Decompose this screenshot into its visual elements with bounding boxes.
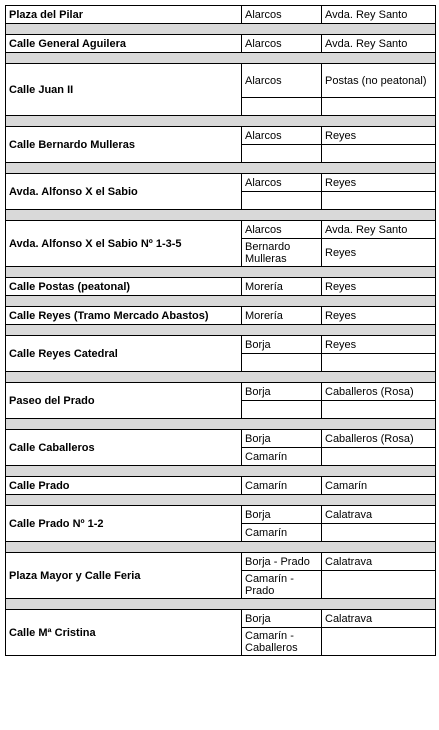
from-street: Borja - Prado [242, 553, 322, 571]
street-name: Avda. Alfonso X el Sabio Nº 1-3-5 [6, 221, 242, 267]
street-row [6, 610, 436, 628]
to-street: Caballeros (Rosa) [322, 430, 436, 448]
separator-row [6, 542, 436, 553]
separator-cell [6, 210, 436, 221]
street-row [6, 127, 436, 145]
street-row [6, 430, 436, 448]
to-street: Reyes [322, 239, 436, 267]
to-street [322, 401, 436, 419]
separator-row [6, 325, 436, 336]
street-row [6, 174, 436, 192]
to-street: Avda. Rey Santo [322, 35, 436, 53]
to-street: Postas (no peatonal) [322, 64, 436, 98]
separator-row [6, 599, 436, 610]
street-name: Plaza Mayor y Calle Feria [6, 553, 242, 599]
separator-cell [6, 296, 436, 307]
separator-cell [6, 24, 436, 35]
to-street: Reyes [322, 307, 436, 325]
street-row [6, 307, 436, 325]
to-street: Calatrava [322, 610, 436, 628]
from-street: Morería [242, 278, 322, 296]
street-name: Calle Reyes (Tramo Mercado Abastos) [6, 307, 242, 325]
separator-cell [6, 267, 436, 278]
separator-row [6, 372, 436, 383]
to-street: Reyes [322, 174, 436, 192]
separator-cell [6, 325, 436, 336]
street-row [6, 278, 436, 296]
street-name: Calle Bernardo Mulleras [6, 127, 242, 163]
from-street [242, 145, 322, 163]
separator-cell [6, 542, 436, 553]
from-street [242, 401, 322, 419]
to-street: Reyes [322, 336, 436, 354]
separator-row [6, 210, 436, 221]
from-street: Borja [242, 610, 322, 628]
to-street [322, 524, 436, 542]
to-street: Caballeros (Rosa) [322, 383, 436, 401]
separator-cell [6, 163, 436, 174]
to-street: Calatrava [322, 506, 436, 524]
to-street: Camarín [322, 477, 436, 495]
from-street: Alarcos [242, 221, 322, 239]
to-street [322, 571, 436, 599]
separator-row [6, 495, 436, 506]
street-name: Calle Prado Nº 1-2 [6, 506, 242, 542]
streets-table [5, 5, 436, 656]
separator-cell [6, 495, 436, 506]
to-street [322, 192, 436, 210]
from-street: Camarín - Caballeros [242, 628, 322, 656]
from-street: Alarcos [242, 127, 322, 145]
from-street: Alarcos [242, 35, 322, 53]
from-street: Camarín [242, 477, 322, 495]
separator-row [6, 53, 436, 64]
street-row [6, 6, 436, 24]
from-street: Alarcos [242, 64, 322, 98]
separator-cell [6, 116, 436, 127]
street-name: Avda. Alfonso X el Sabio [6, 174, 242, 210]
from-street: Borja [242, 506, 322, 524]
separator-cell [6, 53, 436, 64]
separator-row [6, 24, 436, 35]
to-street [322, 98, 436, 116]
to-street: Reyes [322, 278, 436, 296]
separator-row [6, 296, 436, 307]
separator-cell [6, 419, 436, 430]
separator-cell [6, 372, 436, 383]
from-street: Camarín - Prado [242, 571, 322, 599]
street-name: Paseo del Prado [6, 383, 242, 419]
separator-row [6, 116, 436, 127]
from-street: Alarcos [242, 6, 322, 24]
from-street: Morería [242, 307, 322, 325]
to-street [322, 145, 436, 163]
street-name: Calle General Aguilera [6, 35, 242, 53]
street-row [6, 221, 436, 239]
street-name: Calle Juan II [6, 64, 242, 116]
separator-row [6, 163, 436, 174]
from-street: Borja [242, 336, 322, 354]
street-name: Calle Mª Cristina [6, 610, 242, 656]
separator-row [6, 267, 436, 278]
from-street: Camarín [242, 524, 322, 542]
to-street [322, 628, 436, 656]
to-street: Avda. Rey Santo [322, 6, 436, 24]
from-street [242, 354, 322, 372]
from-street: Bernardo Mulleras [242, 239, 322, 267]
to-street [322, 448, 436, 466]
from-street: Camarín [242, 448, 322, 466]
to-street: Reyes [322, 127, 436, 145]
from-street [242, 98, 322, 116]
street-name: Calle Postas (peatonal) [6, 278, 242, 296]
from-street: Borja [242, 430, 322, 448]
street-row [6, 506, 436, 524]
separator-row [6, 466, 436, 477]
from-street [242, 192, 322, 210]
from-street: Alarcos [242, 174, 322, 192]
to-street [322, 354, 436, 372]
street-row [6, 553, 436, 571]
separator-cell [6, 466, 436, 477]
street-name: Plaza del Pilar [6, 6, 242, 24]
street-name: Calle Reyes Catedral [6, 336, 242, 372]
to-street: Calatrava [322, 553, 436, 571]
street-row [6, 477, 436, 495]
street-row [6, 35, 436, 53]
street-row [6, 336, 436, 354]
street-name: Calle Caballeros [6, 430, 242, 466]
street-name: Calle Prado [6, 477, 242, 495]
streets-table-container [5, 5, 435, 656]
street-row [6, 383, 436, 401]
from-street: Borja [242, 383, 322, 401]
separator-cell [6, 599, 436, 610]
to-street: Avda. Rey Santo [322, 221, 436, 239]
streets-table-body [6, 6, 436, 656]
separator-row [6, 419, 436, 430]
street-row [6, 64, 436, 98]
